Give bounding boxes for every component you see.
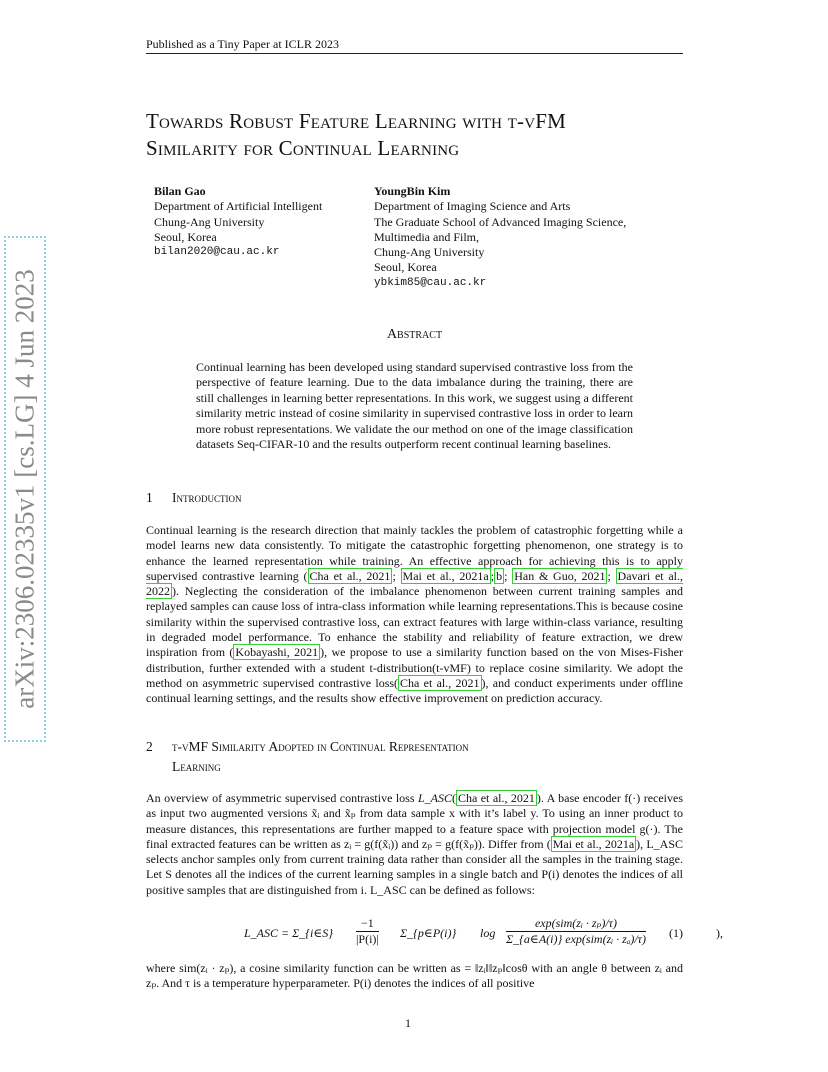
affiliation-line: Chung-Ang University xyxy=(154,214,265,229)
arxiv-stamp-text: arXiv:2306.02335v1 [cs.LG] 4 Jun 2023 xyxy=(9,269,40,709)
author-block-1 xyxy=(154,184,364,260)
text-run: ), we propose to use a similarity function based on the von Mises-Fisher distribution, further extended with a student t-distribution(t-vMF) to replace cosine similarity. We adopt the method on asymmetric supervised contrastive loss( xyxy=(146,645,683,690)
affiliation-line: Department of Imaging Science and Arts xyxy=(374,199,571,214)
citation-link[interactable]: Mai et al., 2021a xyxy=(402,568,489,583)
affiliation-line: Seoul, Korea xyxy=(374,260,437,275)
text-run: ; xyxy=(490,568,495,583)
math-symbol: L_ASC xyxy=(417,791,452,805)
fraction-numerator: exp(sim(zᵢ · zₚ)/τ) xyxy=(534,916,617,930)
affiliation-line: The Graduate School of Advanced Imaging Science, xyxy=(374,214,627,229)
text-run: ; xyxy=(504,568,513,583)
author-name: Bilan Gao xyxy=(154,184,206,198)
text-run: ). A base encoder f(·) receives as input two augmented versions x̃ᵢ and x̃ₚ from data sample x with it’s label y. To using an inner product to measure distances, this representations are further mapped to a feature space with projection model g(·). The final extracted features can be written as zᵢ = g(f(x̃ᵢ)) and zₚ = g(f(x̃ₚ)). Differ from ( xyxy=(146,791,683,851)
citation-link[interactable]: Cha et al., 2021 xyxy=(400,675,480,690)
equation-tail: ), xyxy=(716,926,723,940)
equation-lhs: L_ASC = Σ_{i∈S} xyxy=(244,926,334,940)
citation-link[interactable]: b xyxy=(496,568,503,583)
text-run: An overview of asymmetric supervised contrastive loss xyxy=(146,791,418,805)
citation-link[interactable]: Cha et al., 2021 xyxy=(457,791,535,805)
coefficient-fraction xyxy=(356,916,379,947)
fraction-denominator: Σ_{a∈A(i)} exp(sim(zᵢ · zₐ)/τ) xyxy=(506,932,646,946)
author-name: YoungBin Kim xyxy=(374,184,451,198)
fraction-numerator: −1 xyxy=(361,916,374,930)
page-number: 1 xyxy=(405,1016,411,1030)
main-fraction xyxy=(506,916,646,947)
affiliation-line: Department of Artificial Intelligent xyxy=(154,199,323,214)
affiliation-line: Multimedia and Film, xyxy=(374,229,479,244)
equation-1 xyxy=(146,912,723,956)
equation-log: log xyxy=(480,926,496,940)
equation-number: (1) xyxy=(669,926,683,940)
text-run: ), and conduct experiments under offline continual learning settings, and the results show effective improvement on prediction accuracy. xyxy=(146,675,683,706)
author-email[interactable]: ybkim85@cau.ac.kr xyxy=(374,276,487,289)
section-heading-tvmf xyxy=(146,737,646,777)
citation-link[interactable]: Davari et al., 2022 xyxy=(146,568,684,599)
equation-sum: Σ_{p∈P(i)} xyxy=(400,926,457,940)
citation-link[interactable]: Kobayashi, 2021 xyxy=(235,645,319,660)
section-title: t-vMF Similarity Adopted in Continual Representation xyxy=(172,739,469,754)
abstract-heading: Abstract xyxy=(386,327,443,342)
header-rule xyxy=(146,53,683,54)
section2-paragraph: An overview of asymmetric supervised contrastive loss L_ASC( Cha et al., 2021 ). A base encoder f(·) receives as input two augmented versions x̃ᵢ and x̃ₚ from data sample x with it’s label y. To using an inner product to measure distances, this representations are further mapped to a feature space with projection model g(·). The final extracted features can be written as zᵢ = g(f(x̃ᵢ)) and zₚ = g(f(x̃ₚ)). Differ from ( Mai et al., 2021a ), L_ASC selects anchor samples only from current training data rather than consider all the samples in the training stage. Let S denotes all the indices of the current learning samples in a single batch and P(i) denotes the indices of all positive samples that are distinguished from i. L_ASC can be defined as follows: xyxy=(146,791,683,897)
citation-link[interactable]: Cha et al., 2021 xyxy=(309,568,391,583)
intro-paragraph xyxy=(146,523,683,707)
author-email[interactable]: bilan2020@cau.ac.kr xyxy=(154,246,280,259)
section-heading-introduction xyxy=(146,490,242,506)
citation-link[interactable]: Han & Guo, 2021 xyxy=(514,568,606,583)
abstract-text: Continual learning has been developed using standard supervised contrastive loss from the perspective of feature learning. Due to the data imbalance during the training, there are still challenges in learning better representations. In this work, we suggest using a different similarity metric instead of cosine similarity in supervised contrastive loss in order to learn more robust representations. We validate the our method on one of the image classification datasets Seq-CIFAR-10 and the results outperform recent continual learning baselines. xyxy=(196,360,633,452)
section-title: Introduction xyxy=(172,490,242,505)
text-run: ; xyxy=(607,568,616,583)
section2-paragraph-continued: where sim(zᵢ · zₚ), a cosine similarity function can be written as = ‖zᵢ‖‖zₚ‖cosθ with an angle θ between zᵢ and zₚ. And τ is a temperature hyperparameter. P(i) denotes the indices of all positive xyxy=(146,961,683,991)
paper-title xyxy=(146,108,706,162)
affiliation-line: Chung-Ang University xyxy=(374,245,485,260)
fraction-denominator: |P(i)| xyxy=(356,932,379,946)
text-run: Continual learning is the research direction that mainly tackles the problem of catastrophic forgetting while a model learns new data consistently. To mitigate the catastrophic forgetting phenomenon, one strategy is to enhance the learned representation while training. An effective approach for achieving this is to apply supervised contrastive learning ( xyxy=(146,523,683,583)
text-run: ; xyxy=(392,568,401,583)
section-number: 1 xyxy=(146,490,153,505)
arxiv-stamp[interactable] xyxy=(4,236,46,742)
title-line-2: Similarity for Continual Learning xyxy=(146,136,460,160)
citation-link[interactable]: Mai et al., 2021a xyxy=(552,836,635,851)
section-number: 2 xyxy=(146,739,153,754)
section-title-continued: Learning xyxy=(172,759,221,774)
venue-header: Published as a Tiny Paper at ICLR 2023 xyxy=(146,37,340,51)
text-run: ), L_ASC selects anchor samples only from current training data rather than consider all the samples in the training stage. Let S denotes all the indices of the current learning samples in a single batch and P(i) denotes the indices of all positive samples that are distinguished from i. L_ASC can be defined as follows: xyxy=(146,836,683,897)
author-block-2 xyxy=(374,184,684,291)
text-run: ). Neglecting the consideration of the imbalance phenomenon between current training samples and replayed samples can cause loss of intra-class information while learning representations.This is because cosine similarity within the supervised contrastive loss, can extract features with large within-class variance, resulting in degraded model performance. To enhance the stability and reliability of feature extraction, we drew inspiration from ( xyxy=(146,584,683,660)
title-line-1: Towards Robust Feature Learning with t-vFM xyxy=(146,109,566,133)
affiliation-line: Seoul, Korea xyxy=(154,229,217,244)
